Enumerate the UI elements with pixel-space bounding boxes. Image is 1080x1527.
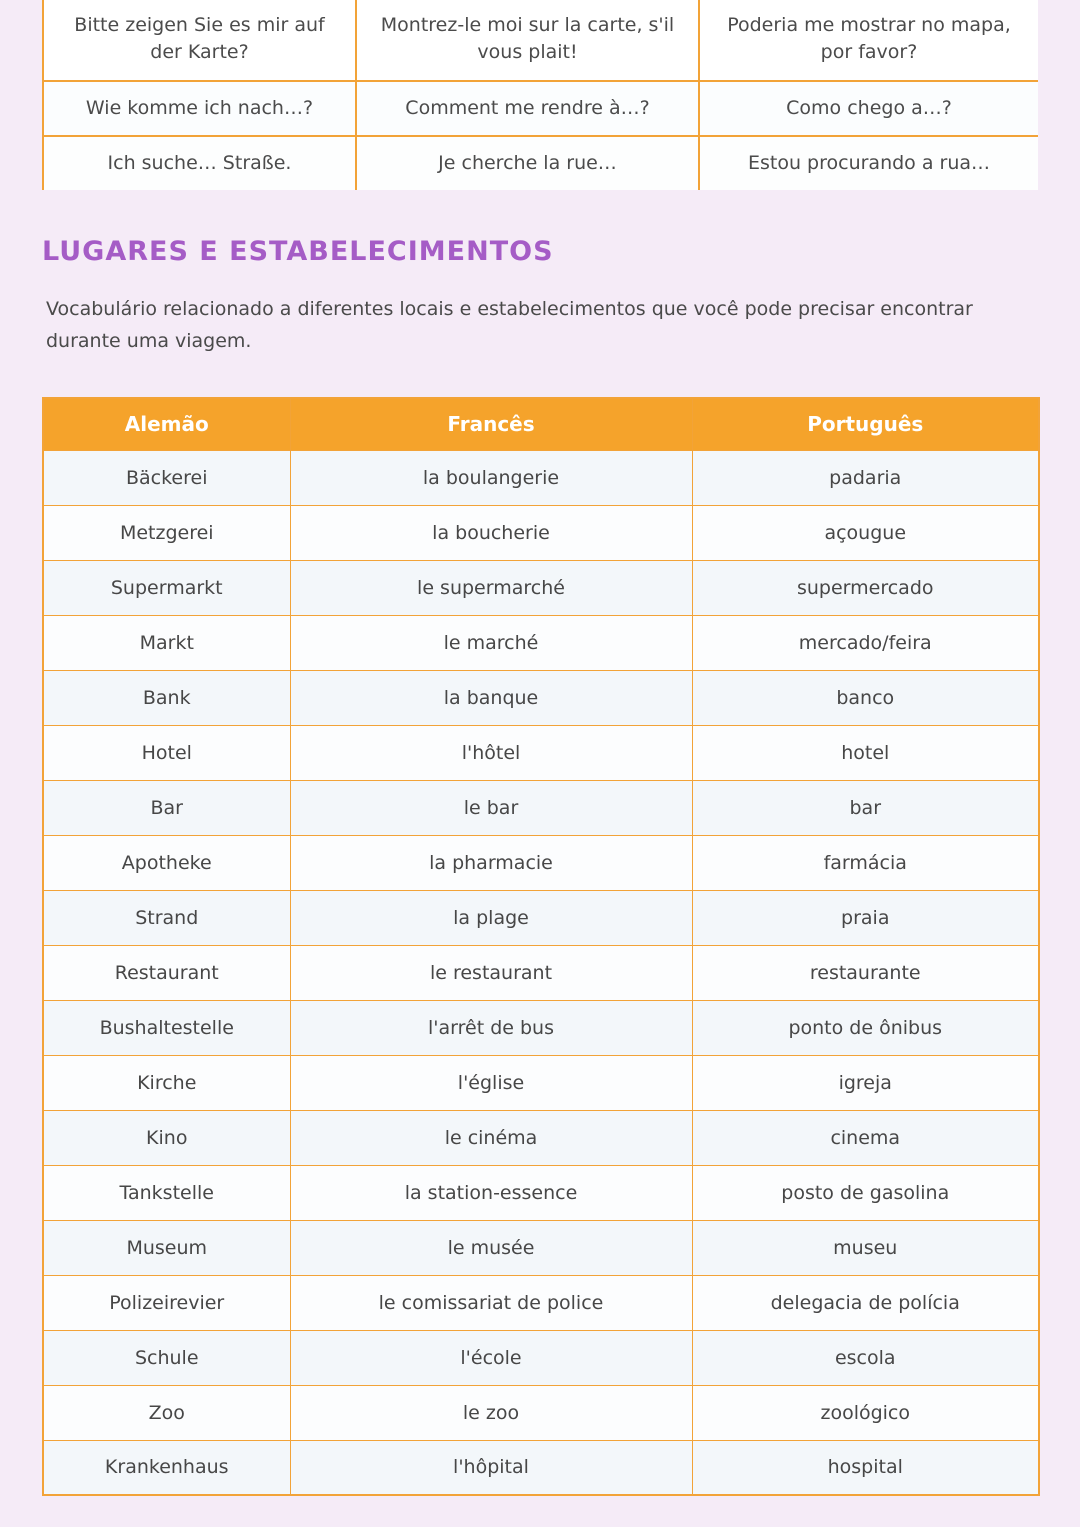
table-row [43,1055,1039,1110]
table-cell: supermercado [692,560,1039,615]
table-cell: Kino [43,1110,290,1165]
table-row [43,1110,1039,1165]
table-row [43,945,1039,1000]
table-cell: l'hôtel [290,725,692,780]
table-cell: le comissariat de police [290,1275,692,1330]
table-cell: Wie komme ich nach…? [43,81,356,136]
table-cell: Comment me rendre à…? [356,81,699,136]
table-row [43,1275,1039,1330]
table-cell: l'arrêt de bus [290,1000,692,1055]
table-cell: Zoo [43,1385,290,1440]
table-row [43,1165,1039,1220]
table-cell: le musée [290,1220,692,1275]
table-cell: padaria [692,450,1039,505]
table-cell: le marché [290,615,692,670]
table-row [43,560,1039,615]
table-cell: Strand [43,890,290,945]
table-header-row [43,398,1039,450]
table-cell: Apotheke [43,835,290,890]
table-cell: delegacia de polícia [692,1275,1039,1330]
table-cell: la station-essence [290,1165,692,1220]
table-cell: le supermarché [290,560,692,615]
table-cell: Restaurant [43,945,290,1000]
table-cell: l'école [290,1330,692,1385]
vocab-table [42,397,1040,1496]
table-cell: Hotel [43,725,290,780]
table-cell: posto de gasolina [692,1165,1039,1220]
phrase-table-wrapper [42,0,1038,190]
table-cell: escola [692,1330,1039,1385]
table-cell: farmácia [692,835,1039,890]
section-title: LUGARES E ESTABELECIMENTOS [42,236,554,267]
table-cell: bar [692,780,1039,835]
table-cell: le restaurant [290,945,692,1000]
table-cell: Metzgerei [43,505,290,560]
table-cell: la boulangerie [290,450,692,505]
table-row [43,1440,1039,1495]
table-row [43,780,1039,835]
table-cell: Bushaltestelle [43,1000,290,1055]
table-cell: le cinéma [290,1110,692,1165]
table-cell: Krankenhaus [43,1440,290,1495]
table-cell: mercado/feira [692,615,1039,670]
table-cell: Estou procurando a rua… [699,136,1038,190]
table-cell: la plage [290,890,692,945]
table-cell: Bank [43,670,290,725]
table-cell: Polizeirevier [43,1275,290,1330]
table-cell: Montrez-le moi sur la carte, s'il vous plait! [356,0,699,81]
table-cell: Je cherche la rue… [356,136,699,190]
table-cell: Como chego a…? [699,81,1038,136]
table-cell: Kirche [43,1055,290,1110]
column-header-german: Alemão [43,398,290,450]
table-cell: igreja [692,1055,1039,1110]
column-header-portuguese: Português [692,398,1039,450]
table-row [43,450,1039,505]
table-cell: Schule [43,1330,290,1385]
table-row [43,670,1039,725]
table-cell: cinema [692,1110,1039,1165]
table-row [43,1385,1039,1440]
table-row [43,1000,1039,1055]
table-row [43,505,1039,560]
table-cell: l'église [290,1055,692,1110]
table-cell: Markt [43,615,290,670]
table-cell: la boucherie [290,505,692,560]
table-cell: praia [692,890,1039,945]
table-cell: restaurante [692,945,1039,1000]
table-row [43,0,1038,81]
table-row [43,835,1039,890]
table-cell: ponto de ônibus [692,1000,1039,1055]
table-cell: Bäckerei [43,450,290,505]
table-row [43,81,1038,136]
table-row [43,725,1039,780]
table-cell: hospital [692,1440,1039,1495]
table-cell: açougue [692,505,1039,560]
table-row [43,1330,1039,1385]
table-cell: Poderia me mostrar no mapa, por favor? [699,0,1038,81]
table-cell: la pharmacie [290,835,692,890]
table-cell: museu [692,1220,1039,1275]
table-row [43,1220,1039,1275]
table-cell: Tankstelle [43,1165,290,1220]
column-header-french: Francês [290,398,692,450]
table-cell: zoológico [692,1385,1039,1440]
table-row [43,136,1038,190]
section-description: Vocabulário relacionado a diferentes locais e estabelecimentos que você pode precisar encontrar durante uma viagem. [46,298,973,352]
table-cell: le zoo [290,1385,692,1440]
table-cell: la banque [290,670,692,725]
table-cell: l'hôpital [290,1440,692,1495]
phrase-table [42,0,1038,190]
table-cell: Ich suche… Straße. [43,136,356,190]
table-cell: banco [692,670,1039,725]
table-cell: le bar [290,780,692,835]
table-row [43,890,1039,945]
table-cell: hotel [692,725,1039,780]
table-cell: Bar [43,780,290,835]
table-row [43,615,1039,670]
table-cell: Supermarkt [43,560,290,615]
table-cell: Bitte zeigen Sie es mir auf der Karte? [43,0,356,81]
table-cell: Museum [43,1220,290,1275]
